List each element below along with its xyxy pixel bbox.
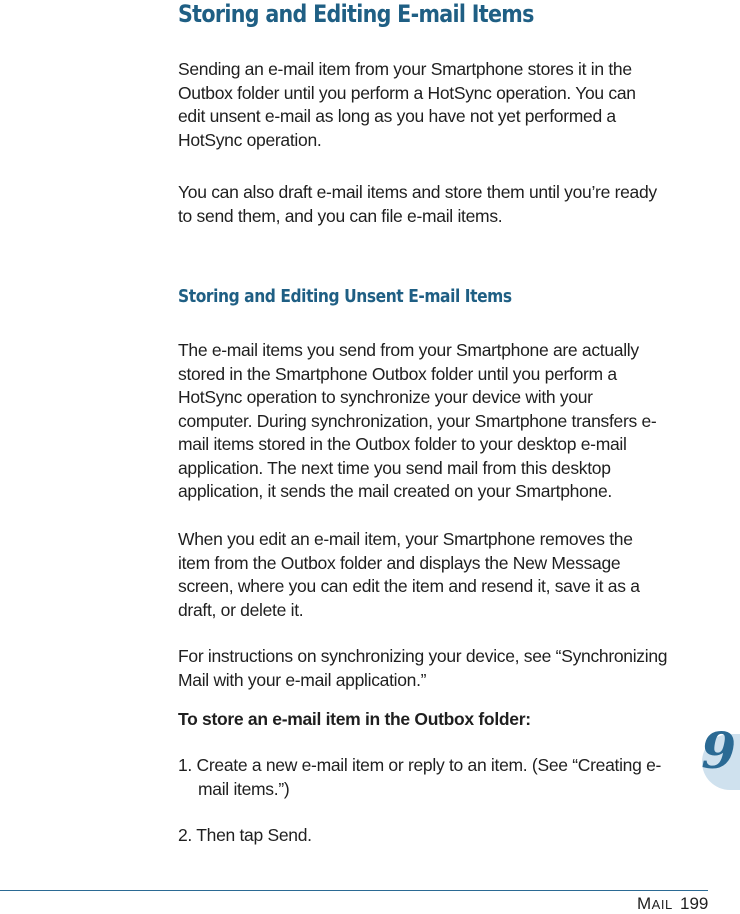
text-line: item from the Outbox folder and displays the New Message — [178, 552, 621, 573]
footer-rule — [0, 890, 708, 891]
text-line: application, it sends the mail created on your Smartphone. — [178, 481, 612, 501]
text-line: mail items.”) — [198, 778, 290, 799]
section-paragraph-1 — [178, 339, 678, 504]
text-line: For instructions on synchronizing your device, see “Synchronizing — [178, 646, 668, 666]
text-line: 1. Create a new e-mail item or reply to an item. (See “Creating e- — [178, 755, 662, 775]
text-line: HotSync operation. — [178, 129, 322, 150]
procedure-step-1 — [178, 754, 661, 801]
page-title: Storing and Editing E-mail Items — [178, 0, 534, 28]
text-line: You can also draft e-mail items and store them until you’re ready — [178, 182, 657, 202]
text-line: 2. Then tap Send. — [178, 825, 312, 845]
section-paragraph-2 — [178, 528, 678, 622]
footer-label-initial: M — [637, 894, 652, 913]
intro-paragraph-1 — [178, 58, 678, 152]
footer-label-rest: AIL — [651, 897, 673, 912]
footer-section-label — [637, 894, 673, 914]
text-line: application. The next time you send mail from this desktop — [178, 457, 611, 478]
section-heading: Storing and Editing Unsent E-mail Items — [178, 286, 512, 307]
section-paragraph-3 — [178, 645, 678, 692]
text-line: HotSync operation to synchronize your device with your — [178, 387, 593, 407]
text-line: to send them, and you can file e-mail items. — [178, 205, 503, 226]
text-line: When you edit an e-mail item, your Smartphone removes the — [178, 529, 633, 549]
text-line: Outbox folder until you perform a HotSync operation. You can — [178, 82, 636, 103]
text-line: Sending an e-mail item from your Smartphone stores it in the — [178, 59, 632, 79]
text-line: The e-mail items you send from your Smartphone are actually — [178, 340, 639, 360]
procedure-heading: To store an e-mail item in the Outbox folder: — [178, 709, 531, 729]
procedure-step-2 — [178, 824, 312, 848]
text-line: mail items stored in the Outbox folder to your desktop e-mail — [178, 434, 627, 454]
text-line: draft, or delete it. — [178, 599, 304, 620]
text-line: edit unsent e-mail as long as you have not yet performed a — [178, 106, 616, 126]
text-line: screen, where you can edit the item and resend it, save it as a — [178, 576, 640, 596]
text-line: Mail with your e-mail application.” — [178, 669, 427, 690]
text-line: computer. During synchronization, your Smartphone transfers e- — [178, 410, 657, 431]
intro-paragraph-2 — [178, 181, 678, 228]
page-number: 199 — [680, 894, 709, 913]
text-line: stored in the Smartphone Outbox folder until you perform a — [178, 363, 617, 384]
chapter-number: 9 — [701, 721, 736, 780]
